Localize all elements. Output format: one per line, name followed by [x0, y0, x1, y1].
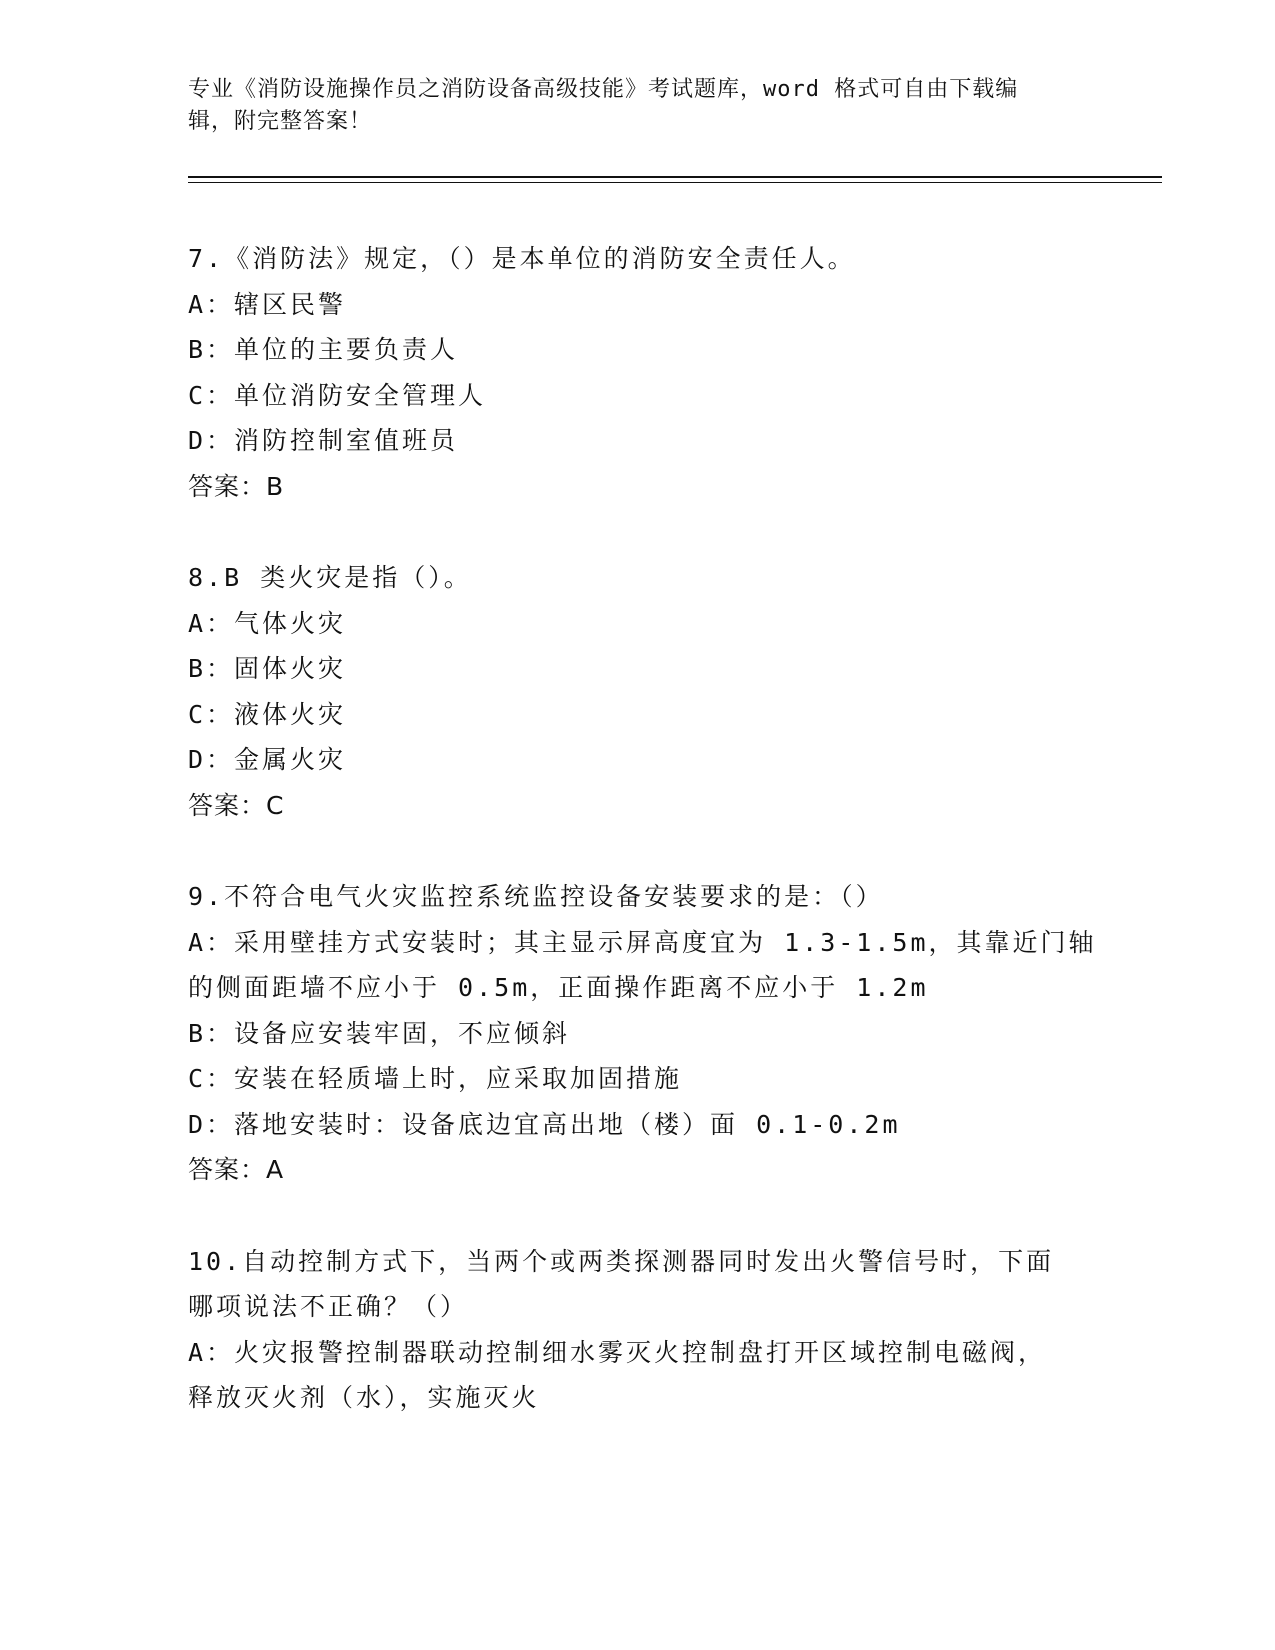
- question-stem: 10.自动控制方式下，当两个或两类探测器同时发出火警信号时，下面: [188, 1246, 1055, 1276]
- option-b: B：设备应安装牢固，不应倾斜: [188, 1018, 571, 1048]
- question-stem: 8.B 类火灾是指（）。: [188, 563, 472, 592]
- option-a-continued: 的侧面距墙不应小于 0.5m，正面操作距离不应小于 1.2m: [188, 973, 929, 1002]
- question-10: [188, 1239, 1108, 1421]
- question-8: [188, 555, 1108, 828]
- option-b: B：固体火灾: [188, 654, 347, 683]
- question-9: [188, 874, 1108, 1193]
- question-list: [188, 236, 1108, 1467]
- option-c: C：液体火灾: [188, 699, 347, 729]
- option-a: A：火灾报警控制器联动控制细水雾灭火控制盘打开区域控制电磁阀，: [188, 1337, 1047, 1367]
- question-stem-continued: 哪项说法不正确？（）: [188, 1292, 469, 1321]
- option-a: A：辖区民警: [188, 289, 347, 319]
- header-divider-thick: [188, 176, 1162, 178]
- question-stem: 9.不符合电气火灾监控系统监控设备安装要求的是：（）: [188, 882, 884, 911]
- option-a: A：气体火灾: [188, 608, 347, 638]
- option-d: D：金属火灾: [188, 745, 347, 774]
- option-b: B：单位的主要负责人: [188, 335, 459, 364]
- option-a-continued: 释放灭火剂（水），实施灭火: [188, 1383, 540, 1412]
- document-header: [188, 74, 1088, 138]
- question-7: [188, 236, 1108, 509]
- answer-label: 答案：C: [188, 790, 285, 820]
- option-c: C：单位消防安全管理人: [188, 380, 487, 410]
- header-divider-thin: [188, 182, 1162, 183]
- option-c: C：安装在轻质墙上时，应采取加固措施: [188, 1064, 683, 1093]
- option-a: A：采用壁挂方式安装时；其主显示屏高度宜为 1.3-1.5m，其靠近门轴: [188, 927, 1097, 957]
- header-line-1: 专业《消防设施操作员之消防设备高级技能》考试题库，word 格式可自由下载编: [188, 77, 1019, 102]
- option-d: D：落地安装时：设备底边宜高出地（楼）面 0.1-0.2m: [188, 1109, 901, 1139]
- option-d: D：消防控制室值班员: [188, 426, 459, 455]
- header-line-2: 辑，附完整答案！: [188, 109, 373, 134]
- answer-label: 答案：A: [188, 1155, 285, 1184]
- answer-label: 答案：B: [188, 471, 285, 501]
- question-stem: 7.《消防法》规定，（）是本单位的消防安全责任人。: [188, 244, 856, 273]
